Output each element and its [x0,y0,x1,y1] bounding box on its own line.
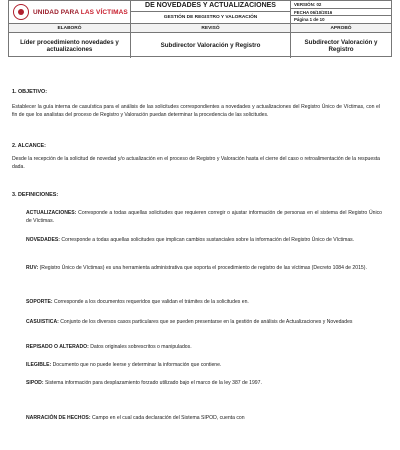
section-text-objetivo: Establecer la guía interna de casuística para el análisis de las solicitudes correspondientes a novedades y actualizaciones del Registro Único de Víctimas, con el fin de que los analistas del proceso de Registro y Valoración puedan determinar la procedencia de las solicitudes. [12,104,380,118]
elaboro-value: Líder procedimiento novedades y actualizaciones [9,33,131,58]
document-subtitle: GESTIÓN DE REGISTRO Y VALORACIÓN [163,15,258,20]
date-label: FECHA 06/10/2016 [291,8,391,16]
definition-item: SIPOD: Sistema información para desplazamiento forzado utilizado bajo el marco de la ley 387 de 1997. [26,380,262,386]
definition-item: NARRACIÓN DE HECHOS: Campo en el cual cada declaración del Sistema SIPOD, cuenta con [26,415,245,421]
definition-item: SOPORTE: Corresponde a los documentos requeridos que validan el trámites de la solicitudes en. [26,299,249,305]
reviso-header: REVISÓ [131,24,291,33]
document-header-table [8,0,392,57]
reviso-value: Subdirector Valoración y Registro [131,33,291,58]
definition-item: REPISADO O ALTERADO: Datos originales sobrescritos o manipulados. [26,344,192,350]
meta-cell [291,1,391,24]
aprobo-value: Subdirector Valoración y Registro [304,38,378,53]
definition-item: ACTUALIZACIONES: Corresponde a todas aquellas solicitudes que requieren corregir o ajustar información de personas en el sistema del Registro Único de Víctimas. [26,210,382,224]
version-label: VERSIÓN: 02 [294,1,322,7]
logo-text: UNIDAD PARA LAS VÍCTIMAS [33,8,128,16]
aprobo-header: APROBÓ [291,24,391,33]
definition-item: RUV: (Registro Único de Víctimas) es una herramienta administrativa que soporta el procedimiento de registro de las víctimas (Decreto 1084 de 2015). [26,265,367,271]
logo-cell [9,1,131,24]
section-text-alcance: Desde la recepción de la solicitud de novedad y/o actualización en el proceso de Registro y Valoración hasta el cierre del caso o retroalimentación de la respuesta dada. [12,156,380,170]
elaboro-header: ELABORÓ [9,24,131,33]
definition-item: CASUISTICA: Conjunto de los diversos casos particulares que se pueden presentarse en la gestión de análisis de Actualizaciones y Novedades [26,319,353,325]
document-title: DE NOVEDADES Y ACTUALIZACIONES [131,1,290,12]
unidad-victimas-logo-icon [13,4,29,20]
section-title-definiciones: 3. DEFINICIONES: [12,192,59,198]
title-cell [131,1,291,24]
section-title-alcance: 2. ALCANCE: [12,143,46,149]
definition-item: ILEGIBLE: Documento que no puede leerse y determinar la información que contiene. [26,362,222,368]
definition-item: NOVEDADES: Corresponde a todas aquellas solicitudes que implican cambios sustanciales sobre la información del Registro Único de Víctimas. [26,237,355,243]
page-number-label: Página 1 de 10 [291,15,391,23]
section-title-objetivo: 1. OBJETIVO: [12,89,48,95]
